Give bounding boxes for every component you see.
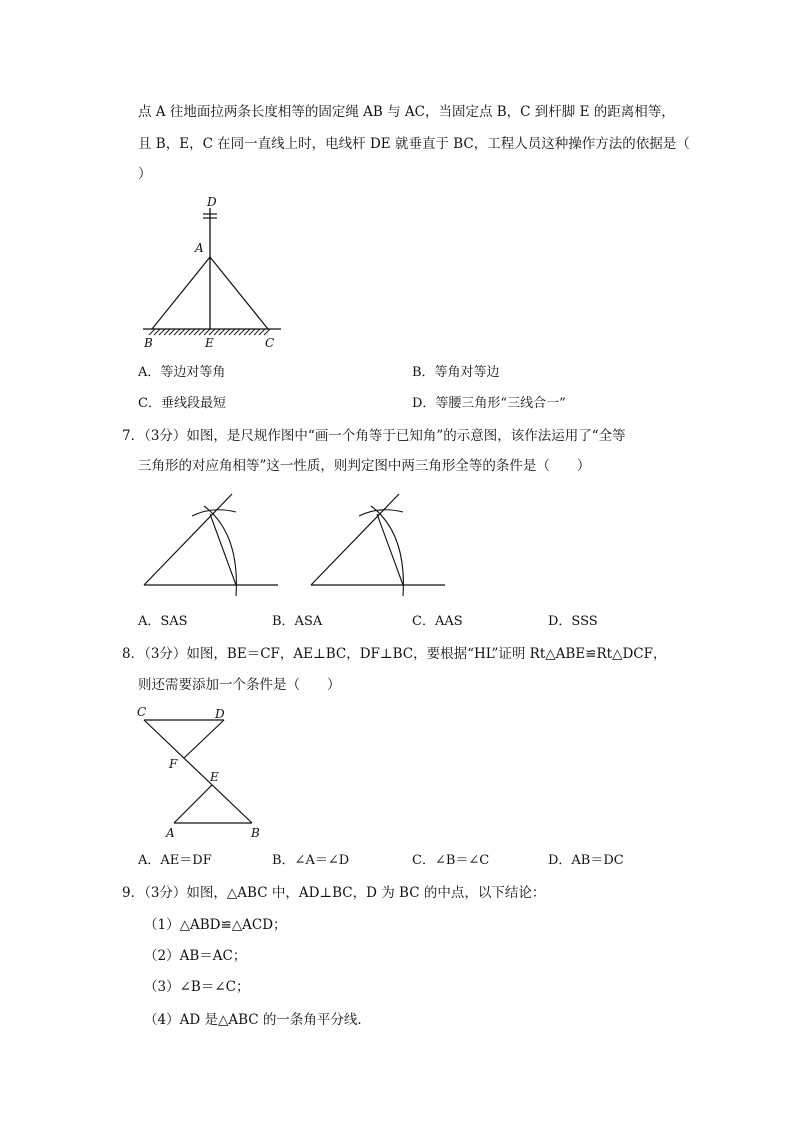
q8-option-a[interactable]: A．AE＝DF [138, 853, 212, 868]
label-C: C [265, 336, 275, 350]
q7-option-b[interactable]: B．ASA [272, 614, 323, 629]
q6-text-line-2: 且 B，E，C 在同一直线上时，电线杆 DE 就垂直于 BC，工程人员这种操作方法的依据是（ [138, 136, 690, 152]
q8-option-b[interactable]: B．∠A＝∠D [272, 853, 350, 868]
q6-option-d[interactable]: D．等腰三角形“三线合一” [412, 396, 566, 411]
q7-text-line-1: 7．（3分）如图，是尺规作图中“画一个角等于已知角”的示意图，该作法运用了“全等 [122, 428, 626, 444]
q9-text-line-1: 9．（3分）如图，△ABC 中，AD⊥BC，D 为 BC 的中点，以下结论： [122, 885, 546, 901]
q7-right-figure [311, 494, 445, 596]
label-A: A [195, 241, 204, 255]
q6-option-a[interactable]: A．等边对等角 [138, 365, 226, 380]
q9-item-2: （2）AB＝AC； [144, 948, 247, 964]
q8-text-line-1: 8．（3分）如图，BE＝CF，AE⊥BC，DF⊥BC，要根据“HL”证明 Rt△ABE≌Rt△DCF， [122, 646, 667, 662]
q6-option-b[interactable]: B．等角对等边 [412, 365, 500, 380]
segment-AE [174, 785, 212, 823]
segment-CB [144, 720, 252, 823]
rope-AC [210, 257, 268, 329]
segment-DF [184, 720, 224, 758]
q7-option-c[interactable]: C．AAS [412, 614, 463, 629]
q6-option-c[interactable]: C．垂线段最短 [138, 396, 226, 411]
rope-AB [152, 257, 210, 329]
q7-option-d[interactable]: D．SSS [548, 614, 598, 629]
label-F: F [169, 757, 178, 771]
label-E: E [210, 770, 219, 784]
q6-figure-utility-pole [135, 190, 295, 355]
q9-item-3: （3）∠B＝∠C； [144, 979, 250, 995]
label-D: D [215, 707, 225, 721]
q9-item-4: （4）AD 是△ABC 的一条角平分线． [144, 1012, 371, 1028]
q7-text-line-2: 三角形的对应角相等”这一性质，则判定图中两三角形全等的条件是（ ） [138, 458, 591, 474]
label-B: B [251, 826, 260, 840]
q6-text-line-1: 点 A 往地面拉两条长度相等的固定绳 AB 与 AC，当固定点 B，C 到杆脚 E 的距离相等， [138, 104, 675, 120]
ground-hatching [149, 329, 270, 335]
label-C: C [137, 705, 147, 719]
label-E: E [205, 336, 214, 350]
q8-option-d[interactable]: D．AB＝DC [548, 853, 624, 868]
label-B: B [144, 336, 153, 350]
q8-text-line-2: 则还需要添加一个条件是（ ） [138, 677, 341, 693]
q6-text-line-3: ） [138, 166, 152, 182]
label-D: D [207, 195, 217, 209]
label-A: A [166, 826, 175, 840]
q8-option-c[interactable]: C．∠B＝∠C [412, 853, 490, 868]
q9-item-1: （1）△ABD≌△ACD； [144, 917, 287, 933]
q7-left-figure [144, 494, 278, 596]
q7-figure-angle-construction [140, 488, 460, 603]
q8-figure-two-triangles [132, 702, 272, 842]
q7-option-a[interactable]: A．SAS [138, 614, 188, 629]
